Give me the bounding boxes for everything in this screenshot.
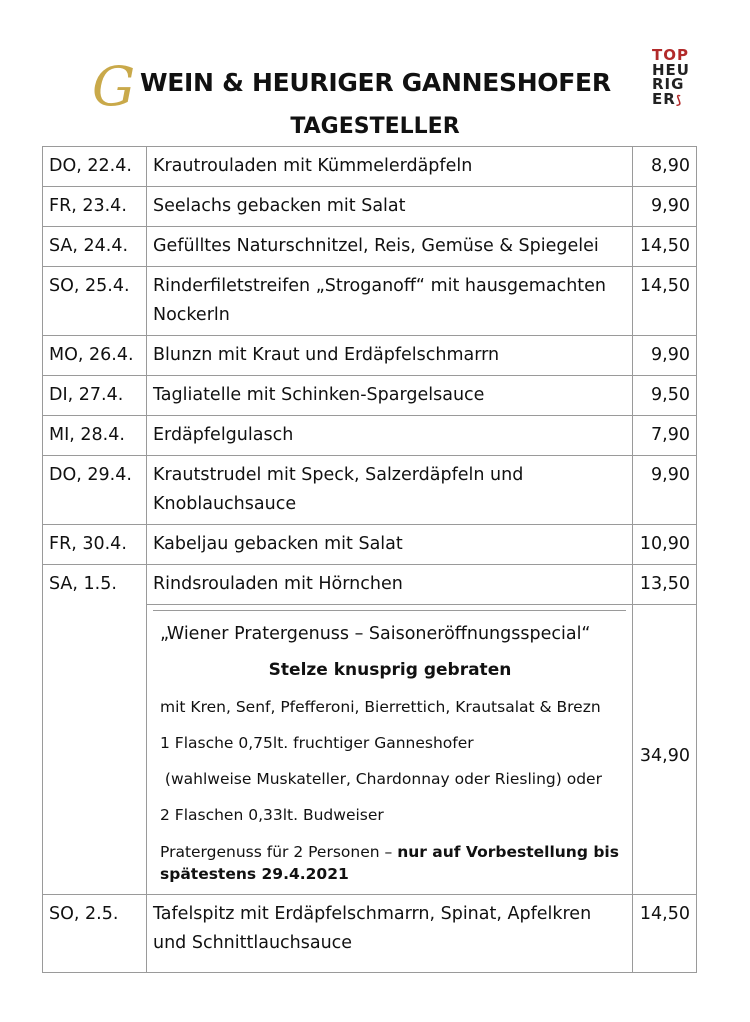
price-cell: 10,90 xyxy=(633,525,697,565)
price-cell: 14,50 xyxy=(633,895,697,973)
day-cell: SO, 25.4. xyxy=(43,267,147,336)
special-headline: „Wiener Pratergenuss – Saisoneröffnungsspecial“ xyxy=(160,624,591,644)
dish-cell: Kabeljau gebacken mit Salat xyxy=(147,525,633,565)
table-row xyxy=(43,376,697,416)
ganneshofer-logo: G xyxy=(92,55,136,118)
special-line: (wahlweise Muskateller, Chardonnay oder Riesling) oder xyxy=(160,770,602,788)
special-note: Pratergenuss für 2 Personen – nur auf Vorbestellung bis spätestens 29.4.2021 xyxy=(160,843,619,883)
special-note-bold: nur auf Vorbestellung bis spätestens 29.4.2021 xyxy=(160,843,619,883)
price-cell: 8,90 xyxy=(633,147,697,187)
day-cell: FR, 23.4. xyxy=(43,187,147,227)
table-row xyxy=(43,187,697,227)
dish-cell: Tagliatelle mit Schinken-Spargelsauce xyxy=(147,376,633,416)
special-line: 2 Flaschen 0,33lt. Budweiser xyxy=(160,806,384,824)
table-row xyxy=(43,267,697,336)
top-heuriger-logo xyxy=(652,48,700,107)
day-cell: FR, 30.4. xyxy=(43,525,147,565)
table-row xyxy=(43,895,697,973)
special-offer-cell xyxy=(147,605,633,895)
price-cell: 9,90 xyxy=(633,456,697,525)
day-cell: MI, 28.4. xyxy=(43,416,147,456)
dish-cell: Tafelspitz mit Erdäpfelschmarrn, Spinat, Apfelkren und Schnittlauchsauce xyxy=(147,895,633,973)
dish-cell: Blunzn mit Kraut und Erdäpfelschmarrn xyxy=(147,336,633,376)
special-line: mit Kren, Senf, Pfefferoni, Bierrettich, Krautsalat & Brezn xyxy=(160,698,601,716)
table-row xyxy=(43,336,697,376)
price-cell: 14,50 xyxy=(633,267,697,336)
price-cell: 7,90 xyxy=(633,416,697,456)
table-row xyxy=(43,147,697,187)
dish-cell: Gefülltes Naturschnitzel, Reis, Gemüse & Spiegelei xyxy=(147,227,633,267)
top-logo-line4: ER⟆ xyxy=(652,89,683,108)
restaurant-title: WEIN & HEURIGER GANNESHOFER xyxy=(140,68,611,97)
dish-cell: Erdäpfelgulasch xyxy=(147,416,633,456)
price-cell: 14,50 xyxy=(633,227,697,267)
price-cell: 13,50 xyxy=(633,565,697,605)
price-cell: 9,50 xyxy=(633,376,697,416)
day-cell: SO, 2.5. xyxy=(43,895,147,973)
top-logo-line2: HEU xyxy=(652,60,690,79)
table-row xyxy=(43,456,697,525)
table-row xyxy=(43,525,697,565)
special-title: Stelze knusprig gebraten xyxy=(268,660,512,680)
table-row xyxy=(43,416,697,456)
dish-cell: Krautrouladen mit Kümmelerdäpfeln xyxy=(147,147,633,187)
day-cell: SA, 1.5. xyxy=(43,565,147,895)
menu-table xyxy=(42,146,697,973)
dish-cell: Krautstrudel mit Speck, Salzerdäpfeln und Knoblauchsauce xyxy=(147,456,633,525)
table-row xyxy=(43,227,697,267)
price-cell: 9,90 xyxy=(633,187,697,227)
day-cell: SA, 24.4. xyxy=(43,227,147,267)
price-cell: 9,90 xyxy=(633,336,697,376)
table-row xyxy=(43,565,697,605)
special-price-cell: 34,90 xyxy=(633,605,697,895)
dish-cell: Rinderfiletstreifen „Stroganoff“ mit hausgemachten Nockerln xyxy=(147,267,633,336)
day-cell: DO, 29.4. xyxy=(43,456,147,525)
day-cell: DO, 22.4. xyxy=(43,147,147,187)
top-logo-line1: TOP xyxy=(652,46,689,64)
dish-cell: Seelachs gebacken mit Salat xyxy=(147,187,633,227)
top-logo-line3: RIG xyxy=(652,75,685,93)
day-cell: DI, 27.4. xyxy=(43,376,147,416)
dish-cell: Rindsrouladen mit Hörnchen xyxy=(147,565,633,605)
page-subtitle: TAGESTELLER xyxy=(290,114,460,139)
special-line: 1 Flasche 0,75lt. fruchtiger Ganneshofer xyxy=(160,734,474,752)
day-cell: MO, 26.4. xyxy=(43,336,147,376)
